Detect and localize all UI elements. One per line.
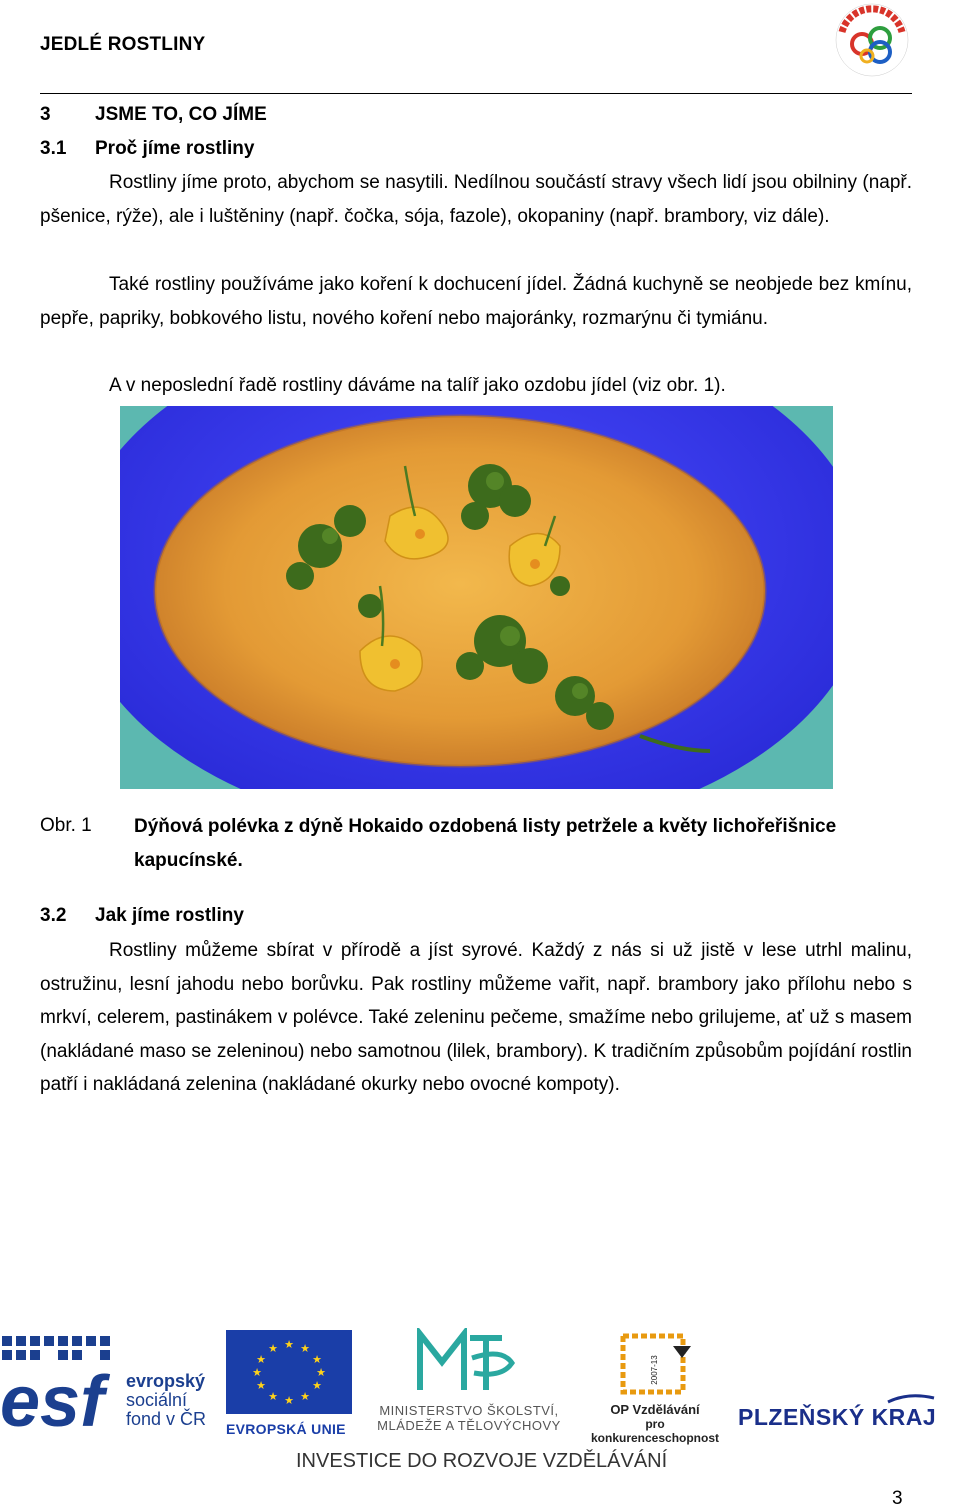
op-years: 2007-13 (650, 1355, 659, 1385)
section-number: 3.2 (40, 905, 67, 926)
svg-text:★: ★ (256, 1379, 266, 1392)
svg-text:★: ★ (252, 1366, 262, 1379)
section-title: Jak jíme rostliny (95, 905, 244, 926)
svg-text:★: ★ (312, 1379, 322, 1392)
svg-text:★: ★ (268, 1390, 278, 1403)
paragraph: Také rostliny používáme jako koření k dochucení jídel. Žádná kuchyně se neobjede bez kmínu, pepře, papriky, bobkového listu, nového koření nebo majoránky, rozmarýnu či tymiánu. (40, 274, 912, 329)
section-heading-3-2 (40, 905, 244, 927)
svg-text:★: ★ (300, 1390, 310, 1403)
svg-text:★: ★ (256, 1353, 266, 1366)
esf-logo (0, 1328, 215, 1428)
eu-flag (226, 1330, 352, 1414)
section-number: 3 (40, 104, 51, 125)
svg-text:★: ★ (284, 1338, 294, 1351)
figure-caption: Dýňová polévka z dýně Hokaido ozdobená listy petržele a květy lichořeřišnice kapucínské. (134, 816, 837, 871)
plzensky-kraj-logo (738, 1392, 942, 1436)
paragraph: A v neposlední řadě rostliny dáváme na talíř jako ozdobu jídel (viz obr. 1). (109, 375, 726, 396)
page-number: 3 (892, 1488, 903, 1509)
msmt-text-2: MLÁDEŽE A TĚLOVÝCHOVY (377, 1418, 561, 1433)
figure-label: Obr. 1 (40, 815, 92, 836)
op-text-2: pro konkurenceschopnost (590, 1417, 720, 1445)
praktika-logo (834, 2, 910, 78)
section-title: JSME TO, CO JÍME (95, 104, 267, 125)
paragraph: Rostliny můžeme sbírat v přírodě a jíst syrové. Každý z nás si už jistě v lese utrhl malinu, ostružinu, lesní jahodu nebo borůvku. Pak rostliny můžeme vařit, např. brambory jako přílohu nebo s mrkví, celerem, pastinákem v polévce. Také zeleninu pečeme, smažíme nebo grilujeme, ať už s masem (nakládané maso se zeleninou) nebo samotnou (lilek, brambory). K tradičním způsobům pojídání rostlin patří i nakládaná zelenina (nakládané okurky nebo ovocné kompoty). (40, 940, 912, 1096)
esf-text-2: sociální (126, 1390, 188, 1410)
msmt-logo (362, 1328, 576, 1432)
svg-text:★: ★ (284, 1394, 294, 1407)
esf-text-1: evropský (126, 1371, 206, 1391)
svg-text:★: ★ (316, 1366, 326, 1379)
paragraph: Rostliny jíme proto, abychom se nasytili. Nedílnou součástí stravy všech lidí jsou obilniny (např. pšenice, rýže), ale i luštěniny (např. čočka, sója, fazole), okopaniny (např. brambory, viz dále). (40, 172, 912, 227)
soup-photo (120, 406, 833, 789)
svg-text:★: ★ (300, 1342, 310, 1355)
header-divider (40, 93, 912, 94)
op-vk-logo (585, 1328, 725, 1445)
section-title: Proč jíme rostliny (95, 138, 255, 159)
msmt-mark (362, 1328, 576, 1398)
kraj-ornament (738, 1392, 942, 1404)
svg-text:esf: esf (0, 1362, 105, 1428)
header-title: JEDLÉ ROSTLINY (40, 34, 206, 55)
esf-text-3: fond v ČR (126, 1409, 207, 1429)
section-heading-3-1 (40, 138, 254, 160)
svg-text:★: ★ (312, 1353, 322, 1366)
section-heading-3 (40, 104, 267, 126)
kraj-label: PLZEŇSKÝ KRAJ (738, 1404, 937, 1430)
esf-mark (0, 1328, 120, 1428)
op-text-1: OP Vzdělávání (610, 1402, 700, 1417)
section-number: 3.1 (40, 138, 67, 159)
eu-label: EVROPSKÁ UNIE (226, 1421, 346, 1437)
msmt-text-1: MINISTERSTVO ŠKOLSTVÍ, (379, 1403, 559, 1418)
investice-tagline: INVESTICE DO ROZVOJE VZDĚLÁVÁNÍ (296, 1450, 668, 1472)
eu-logo (226, 1330, 352, 1437)
op-vk-mark (585, 1328, 725, 1398)
svg-text:★: ★ (268, 1342, 278, 1355)
